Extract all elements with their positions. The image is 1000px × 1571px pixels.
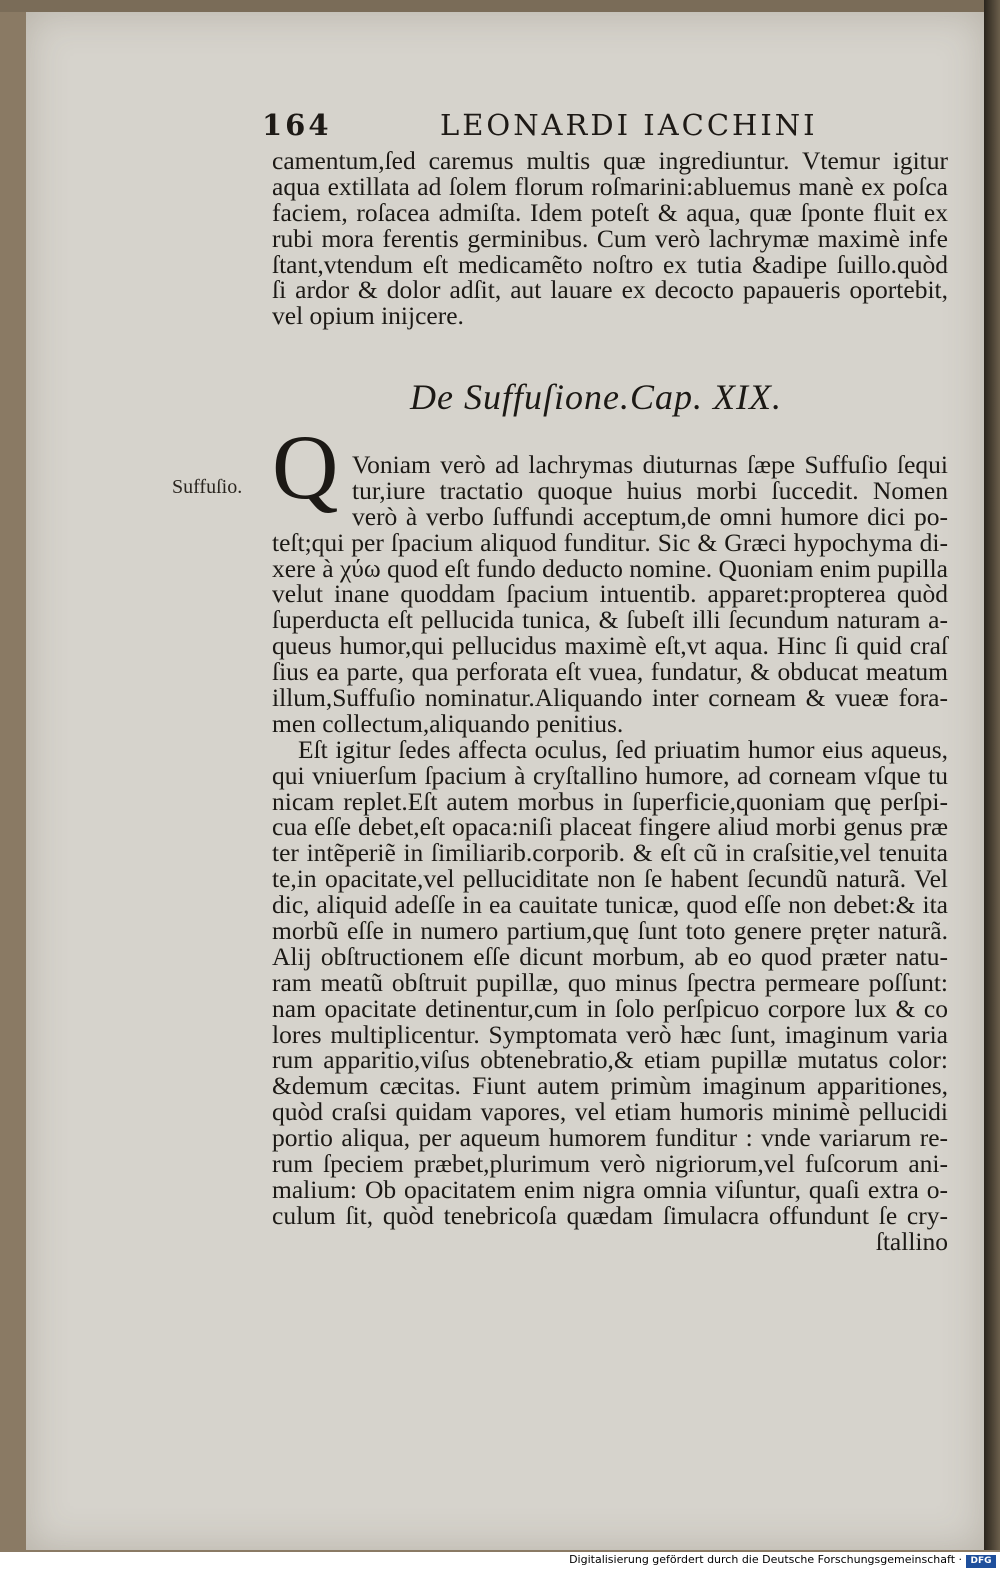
- text-line: verò à verbo ſuffundi acceptum,de omni humore dici po-: [352, 501, 948, 531]
- text-line: camentum,ſed caremus multis quæ ingrediuntur. Vtemur igitur: [272, 146, 948, 175]
- digitization-footer: [0, 1552, 1000, 1571]
- text-line: aqua extillata ad ſolem florum roſmarini:abluemus manè ex poſca: [272, 171, 948, 201]
- text-line: queus humor,qui pellucidus maximè eſt,vt aqua. Hinc ſi quid craſ: [272, 631, 948, 661]
- text-line: qui vniuerſum ſpacium à cryſtallino humore, ad corneam vſque tu: [272, 760, 948, 790]
- text-line: lores multiplicentur. Symptomata verò hæc ſunt, imaginum varia: [272, 1019, 948, 1049]
- text-line: illum,Suffuſio nominatur.Aliquando inter corneam & vueæ fora-: [272, 683, 948, 713]
- running-head: LEONARDI IACCHINI: [440, 108, 818, 142]
- text-line: ſi ardor & dolor adſit, aut lauare ex decocto papaueris oportebit,: [272, 275, 948, 305]
- text-line: rum ſpeciem præbet,plurimum verò nigriorum,vel fuſcorum ani-: [272, 1149, 948, 1179]
- catchword: ſtallino: [875, 1226, 948, 1256]
- page-gutter-edge: [984, 0, 1000, 1550]
- drop-cap-initial: Q: [272, 416, 339, 518]
- text-line: velut inane quoddam ſpacium intuentib. apparet:propterea quòd: [272, 579, 948, 609]
- text-line: ram meatũ obſtruit pupillæ, quo minus ſpectra permeare poſſunt:: [272, 967, 948, 997]
- text-line: ſuperducta eſt pellucida tunica, & ſubeſt illi ſecundum naturam a-: [272, 605, 948, 635]
- text-line: culum ſit, quòd tenebricoſa quædam ſimulacra offundunt ſe cry-: [272, 1200, 948, 1230]
- page-number: 164: [262, 108, 332, 142]
- text-line: Eſt igitur ſedes affecta oculus, ſed priuatim humor eius aqueus,: [298, 734, 948, 764]
- text-line: ſius ea parte, qua perforata eſt vuea, fundatur, & obducat meatum: [272, 657, 948, 687]
- text-line: Alij obſtructionem eſſe dicunt morbum, ab eo quod præter natu-: [272, 941, 948, 971]
- text-line: &demum cæcitas. Fiunt autem primùm imaginum apparitiones,: [272, 1071, 948, 1101]
- text-line: malium: Ob opacitatem enim nigra omnia viſuntur, quaſi extra o-: [272, 1174, 948, 1204]
- text-line: men collectum,aliquando penitius.: [272, 708, 624, 738]
- text-line: dic, aliquid adeſſe in ea cauitate tunicæ, quod eſſe non debet:& ita: [272, 890, 948, 920]
- text-line: xere à χύω quod eſt fundo deducto nomine. Quoniam enim pupilla: [272, 553, 948, 583]
- dfg-logo: DFG: [966, 1555, 996, 1568]
- scan-top-edge: [0, 0, 1000, 12]
- text-line: nicam replet.Eſt autem morbus in ſuperficie,quoniam quę perſpi-: [272, 786, 948, 816]
- text-line: cua eſſe debet,eſt opaca:niſi placeat fingere aliud morbi genus præ: [272, 812, 948, 842]
- margin-note: Suffuſio.: [172, 476, 243, 498]
- chapter-number: Cap. XIX.: [630, 377, 782, 417]
- chapter-body: [272, 452, 948, 1255]
- text-line: nam opacitate detinentur,cum in ſolo perſpicuo corpore lux & co: [272, 993, 948, 1023]
- text-line: faciem, roſacea admiſta. Idem poteſt & aqua, quæ ſponte fluit ex: [272, 197, 948, 227]
- text-line: morbũ eſſe in numero partium,quę ſunt toto genere pręter naturã.: [272, 916, 948, 946]
- text-line: portio aliqua, per aqueum humorem funditur : vnde variarum re-: [272, 1123, 948, 1153]
- text-line: vel opium inijcere.: [272, 301, 464, 331]
- page-header: [262, 108, 962, 148]
- text-line: rubi mora ferentis germinibus. Cum verò lachrymæ maximè infe: [272, 223, 948, 253]
- text-line: ſtant,vtendum eſt medicamẽto noſtro ex tutia &adipe ſuillo.quòd: [272, 249, 948, 279]
- text-line: Voniam verò ad lachrymas diuturnas ſæpe Suffuſio ſequi: [352, 450, 948, 479]
- text-line: te,in opacitate,vel pelluciditate non ſe habent ſecundũ naturã. Vel: [272, 864, 948, 894]
- top-paragraph: [272, 148, 948, 329]
- text-line: rum apparitio,viſus obtenebratio,& etiam pupillæ mutatus color:: [272, 1045, 948, 1075]
- text-line: teſt;qui per ſpacium aliquod funditur. Sic & Græci hypochyma di-: [272, 527, 948, 557]
- text-line: ter intẽperiẽ in ſimiliarib.corporib. & eſt cũ in craſsitie,vel tenuita: [272, 838, 948, 868]
- text-line: quòd craſsi quidam vapores, vel etiam humoris minimè pellucidi: [272, 1097, 948, 1127]
- text-line: tur,iure tractatio quoque huius morbi ſuccedit. Nomen: [352, 475, 948, 505]
- footer-credit: Digitalisierung gefördert durch die Deutsche Forschungsgemeinschaft ·: [569, 1553, 962, 1566]
- chapter-heading: [410, 376, 830, 420]
- chapter-title: De Suffuſione.: [410, 377, 630, 417]
